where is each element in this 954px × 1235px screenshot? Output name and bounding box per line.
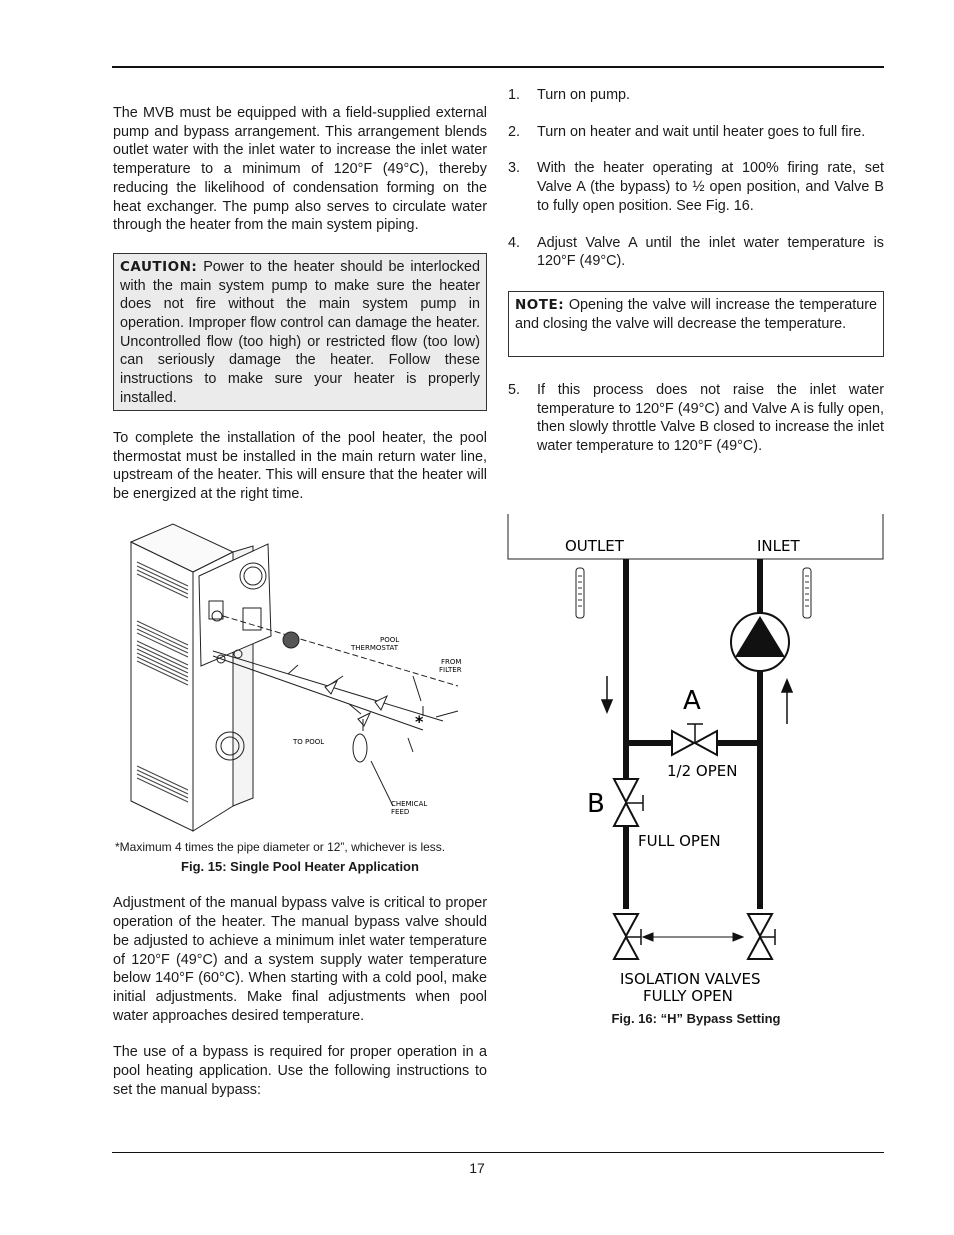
- header-rule: [112, 66, 884, 68]
- note-label: NOTE:: [515, 296, 565, 313]
- label-to-pool: TO POOL: [293, 737, 325, 746]
- fig15-caption: Fig. 15: Single Pool Heater Application: [181, 858, 419, 874]
- list-item: [508, 159, 884, 215]
- label-isolation-valves: ISOLATION VALVES: [620, 970, 761, 988]
- step-text: If this process does not raise the inlet water temperature to 120°F (49°C) and Valve A is fully open, then slowly throttle Valve B closed to increase the inlet water temperature to 120°F (49°C).: [537, 381, 884, 455]
- fig16-caption: Fig. 16: “H” Bypass Setting: [611, 1011, 781, 1026]
- list-item: [508, 123, 884, 142]
- asterisk-marker: *: [415, 711, 424, 731]
- label-inlet: INLET: [757, 537, 800, 555]
- h-bypass-diagram: [507, 514, 885, 1014]
- list-item: [508, 234, 884, 271]
- figure-15: [113, 516, 487, 854]
- bypass-steps-continued: [508, 381, 884, 456]
- footer-rule: [112, 1152, 884, 1153]
- note-box: [508, 291, 884, 357]
- label-from-filter-2: FILTER: [439, 665, 462, 674]
- label-chemical-feed-2: FEED: [391, 807, 410, 816]
- left-column: [113, 104, 487, 1099]
- page-number: 17: [469, 1160, 485, 1176]
- bypass-steps: [508, 86, 884, 271]
- label-outlet: OUTLET: [565, 537, 624, 555]
- label-isolation-fully-open: FULLY OPEN: [643, 987, 733, 1005]
- figure-16: [507, 514, 885, 1014]
- label-pool-thermostat: POOL: [380, 635, 400, 644]
- label-from-filter: FROM: [441, 657, 462, 666]
- label-pool-thermostat-2: THERMOSTAT: [351, 643, 399, 652]
- heater-illustration: [113, 516, 487, 832]
- step-text: With the heater operating at 100% firing rate, set Valve A (the bypass) to ½ open position, and Valve B to fully open position. See Fig. 16.: [537, 160, 884, 214]
- step-text: Adjust Valve A until the inlet water temperature is 120°F (49°C).: [537, 234, 884, 270]
- step-number: 5.: [508, 381, 521, 398]
- fig15-footnote: *Maximum 4 times the pipe diameter or 12”, whichever is less.: [115, 839, 446, 854]
- label-chemical-feed: CHEMICAL: [391, 799, 428, 808]
- step-text: Turn on pump.: [537, 87, 631, 103]
- bypass-paragraph: The use of a bypass is required for proper operation in a pool heating application. Use the following instructions to set the manual bypass:: [113, 1044, 487, 1098]
- label-valve-a-setting: 1/2 OPEN: [667, 762, 738, 780]
- right-column: [508, 86, 884, 456]
- label-valve-b: B: [587, 789, 605, 819]
- list-item: [508, 86, 884, 105]
- note-text: Opening the valve will increase the temperature and closing the valve will decrease the temperature.: [515, 296, 877, 332]
- step-number: 1.: [508, 87, 521, 103]
- label-valve-a: A: [683, 686, 701, 716]
- adjustment-paragraph: Adjustment of the manual bypass valve is critical to proper operation of the heater. The manual bypass valve should be adjusted to achieve a minimum inlet water temperature of 120°F (49°C) and a system supply water temperature below 140°F (60°C). When starting with a cold pool, make initial adjustments. Make final adjustments when pool water approaches desired temperature.: [113, 895, 487, 1024]
- thermostat-paragraph: To complete the installation of the pool heater, the pool thermostat must be installed in the main return water line, upstream of the heater. This will ensure that the heater will be energized at the right time.: [113, 429, 487, 503]
- intro-paragraph: The MVB must be equipped with a field-supplied external pump and bypass arrangement. This arrangement blends outlet water with the inlet water to increase the inlet water temperature to a minimum of 120°F (49°C), thereby reducing the likelihood of condensation forming on the heat exchanger. The pump also serves to circulate water through the heater from the main system piping.: [113, 105, 487, 234]
- list-item: [508, 381, 884, 456]
- label-valve-b-setting: FULL OPEN: [638, 832, 721, 850]
- caution-box: [113, 253, 487, 411]
- step-text: Turn on heater and wait until heater goes to full fire.: [537, 123, 866, 140]
- step-number: 2.: [508, 123, 521, 140]
- caution-label: CAUTION:: [120, 258, 198, 275]
- caution-text: Power to the heater should be interlocked with the main system pump to make sure the heater does not fire without the main system pump in operation. Improper flow control can damage the heater. Uncontrolled flow (too high) or restricted flow (too low) can seriously damage the heater. Follow these instructions to make sure your heater is properly installed.: [120, 258, 480, 406]
- step-number: 4.: [508, 234, 521, 251]
- step-number: 3.: [508, 160, 521, 177]
